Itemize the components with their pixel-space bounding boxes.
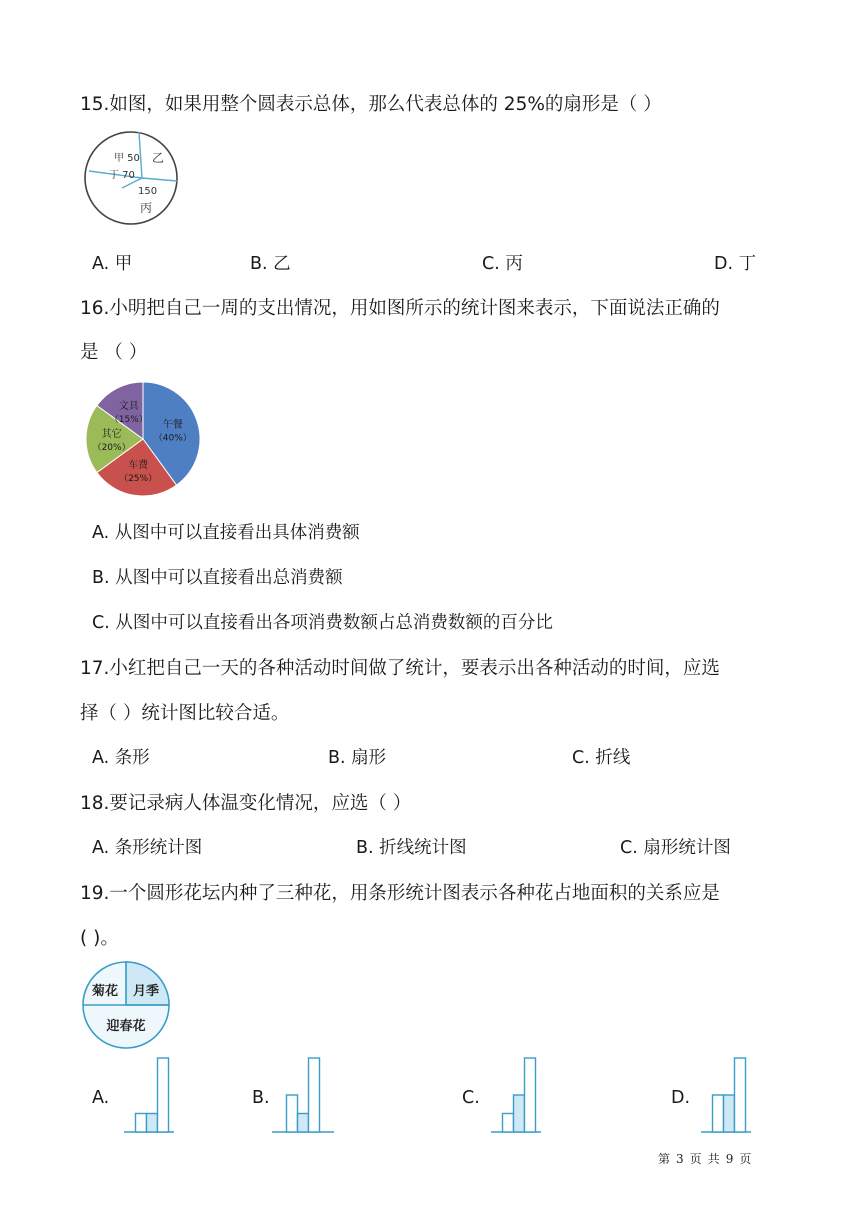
q15-label-yi: 乙 [152,151,165,165]
q17-option-b[interactable]: B. 扇形 [328,748,387,768]
question-16-text-line1: 16.小明把自己一周的支出情况，用如图所示的统计图来表示，下面说法正确的 [80,298,720,319]
q16-option-a[interactable]: A. 从图中可以直接看出具体消费额 [92,523,360,543]
q16-pie-chart [83,381,203,501]
q19-option-d[interactable]: D. [671,1088,691,1108]
bar-1 [514,1095,525,1132]
question-16-text-line2: 是 （ ） [80,342,148,363]
q18-option-a[interactable]: A. 条形统计图 [92,838,203,858]
bar-0 [503,1114,514,1133]
footer-gong: 共 [707,1152,720,1166]
question-19-text-line1: 19.一个圆形花坛内种了三种花，用条形统计图表示各种花占地面积的关系应是 [80,883,720,904]
q15-label-jia: 甲 50 [114,153,140,164]
bar-2 [525,1058,536,1132]
q15-label-150: 150 [138,186,158,197]
q16-option-c[interactable]: C. 从图中可以直接看出各项消费数额占总消费数额的百分比 [92,613,553,633]
bar-2 [158,1058,169,1132]
q15-option-b[interactable]: B. 乙 [250,254,291,274]
question-17-text-line1: 17.小红把自己一天的各种活动时间做了统计，要表示出各种活动的时间，应选 [80,658,720,679]
q17-option-c[interactable]: C. 折线 [572,748,631,768]
q15-circle-figure [82,128,182,228]
q19-option-a-bar-chart [124,1054,174,1134]
question-15-text: 15.如图，如果用整个圆表示总体，那么代表总体的 25%的扇形是（ ） [80,94,662,115]
page-footer [658,1150,757,1167]
q19-option-b-bar-chart [272,1054,334,1134]
question-17-text-line2: 择（ ）统计图比较合适。 [80,703,290,724]
bar-0 [136,1114,147,1133]
q15-option-c[interactable]: C. 丙 [482,254,523,274]
bar-0 [287,1095,298,1132]
question-18-text: 18.要记录病人体温变化情况，应选（ ） [80,793,412,814]
footer-ye2: 页 [739,1152,752,1166]
bar-1 [724,1095,735,1132]
footer-total-pages: 9 [725,1152,734,1166]
footer-page-number: 3 [676,1152,684,1166]
q17-option-a[interactable]: A. 条形 [92,748,150,768]
footer-ye: 页 [689,1152,702,1166]
q18-option-c[interactable]: C. 扇形统计图 [620,838,731,858]
q15-option-a[interactable]: A. 甲 [92,254,133,274]
q18-option-b[interactable]: B. 折线统计图 [356,838,467,858]
pie-value-label-1: （25%） [119,474,158,484]
pie-label-2: 其它 [101,429,122,440]
pie-label-0: 午餐 [162,419,183,431]
q19-option-a[interactable]: A. [92,1088,110,1108]
bar-0 [713,1095,724,1132]
q15-option-d[interactable]: D. 丁 [714,254,757,274]
q15-label-ding: 丁 70 [109,170,135,181]
pie-value-label-3: （15%） [109,415,148,426]
bar-2 [735,1058,746,1132]
pie-value-label-2: （20%） [92,443,131,453]
pie-value-label-0: （40%） [153,433,192,444]
pie-label-1: 车费 [128,460,149,471]
q19-option-d-bar-chart [701,1054,751,1134]
q19-label-yueji: 月季 [132,984,160,999]
footer-di: 第 [658,1152,671,1166]
q19-option-c-bar-chart [491,1054,541,1134]
q15-label-bing: 丙 [140,201,153,215]
q19-option-c[interactable]: C. [462,1088,480,1108]
pie-label-3: 文具 [118,401,139,413]
q19-option-b[interactable]: B. [252,1088,270,1108]
bar-1 [298,1114,309,1133]
q19-flowerbed-figure [81,960,171,1050]
q19-label-yingchunhua: 迎春花 [106,1019,146,1034]
bar-2 [309,1058,320,1132]
bar-1 [147,1114,158,1133]
question-19-text-line2: ( )。 [80,928,119,949]
q16-option-b[interactable]: B. 从图中可以直接看出总消费额 [92,568,343,588]
q19-label-juhua: 菊花 [91,984,119,999]
